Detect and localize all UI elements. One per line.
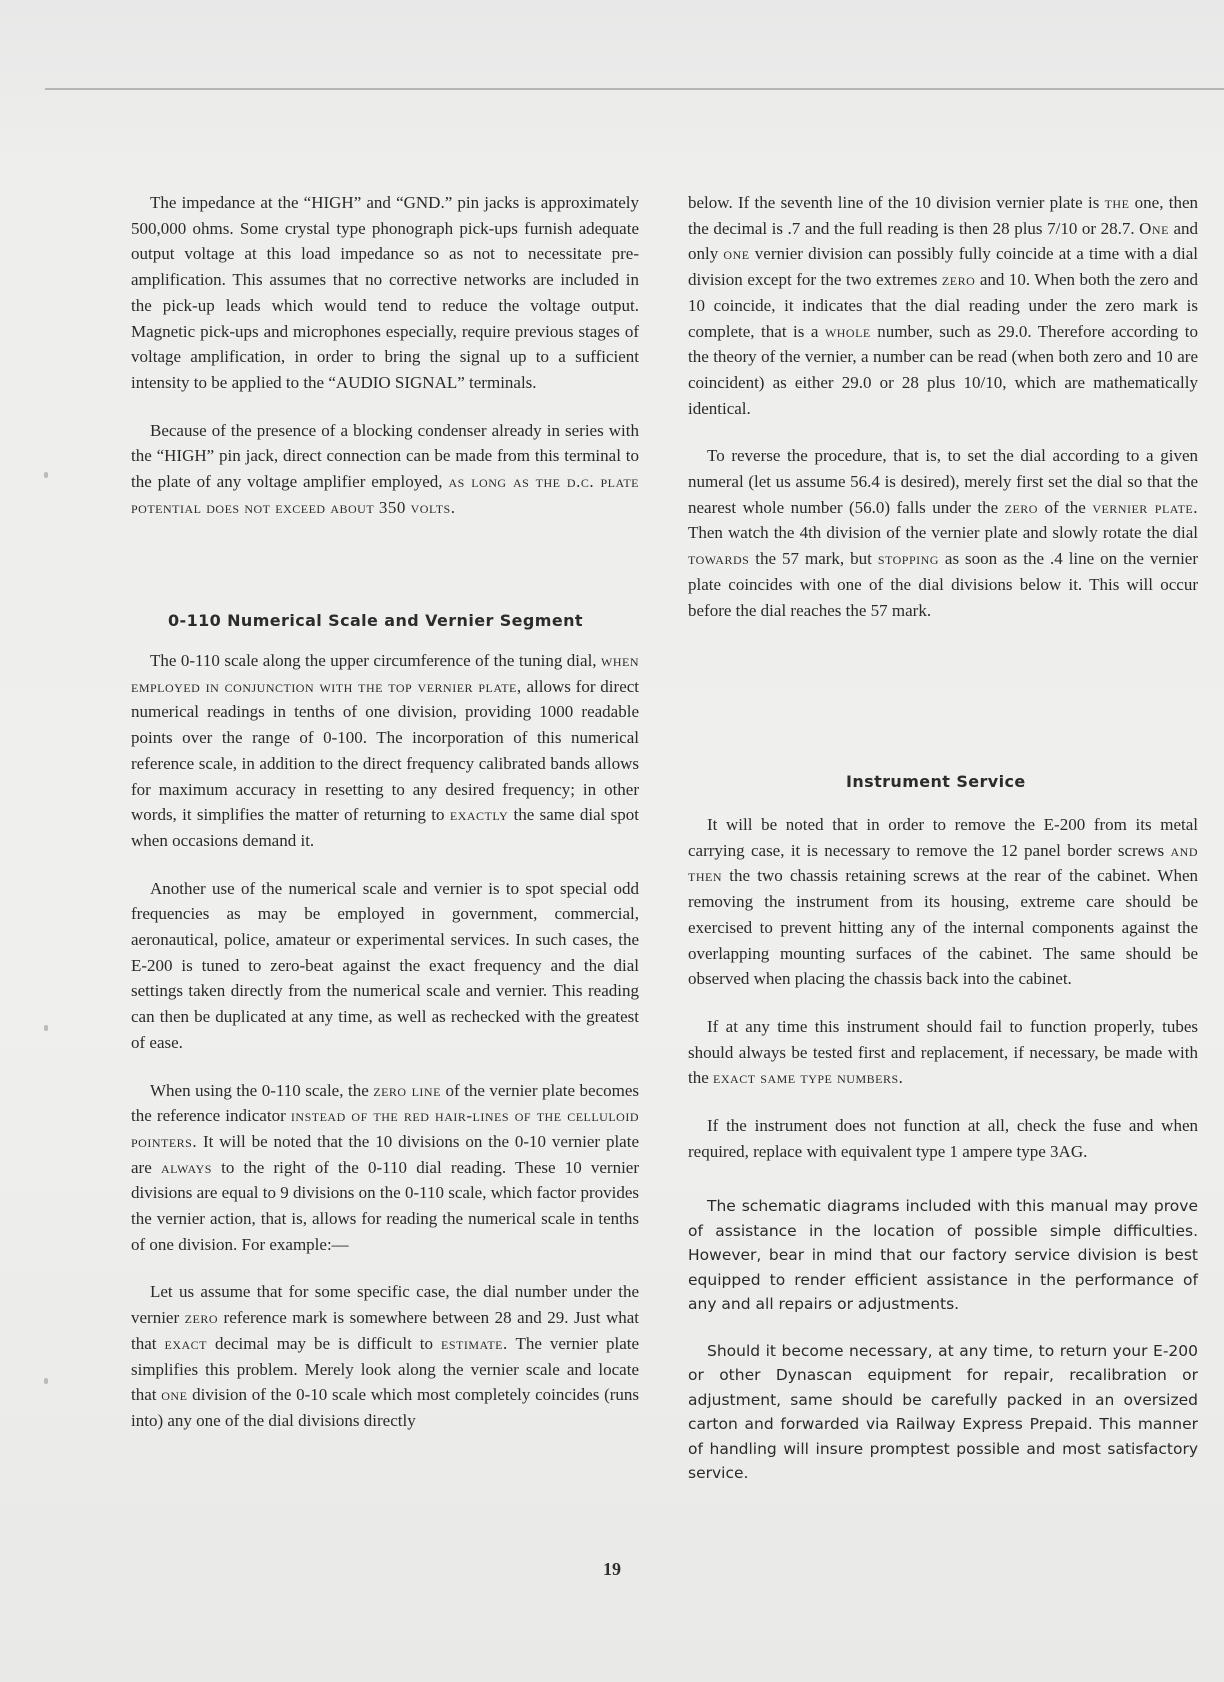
heading-numerical-scale: 0-110 Numerical Scale and Vernier Segment <box>168 611 583 630</box>
right-column <box>688 190 1198 645</box>
paragraph-remove-case: It will be noted that in order to remove the E-200 from its metal carrying case, it is necessary to remove the 12 panel border screws and then the two chassis retaining screws at the rear of the cabinet. When removing the instrument from its housing, extreme care should be exercised to prevent hitting any of the internal components against the overlapping mounting surfaces of the cabinet. The same should be observed when placing the chassis back into the cabinet. <box>688 815 1199 989</box>
page-number: 19 <box>603 1559 621 1579</box>
heading-instrument-service: Instrument Service <box>846 772 1026 791</box>
paragraph-fuse: If the instrument does not function at all, check the fuse and when required, replace with equivalent type 1 ampere type 3AG. <box>688 1116 1198 1161</box>
margin-speck <box>44 472 48 478</box>
right-column-lower <box>688 812 1198 1508</box>
paragraph-tubes: If at any time this instrument should fail to function properly, tubes should always be tested first and replacement, if necessary, be made with the exact same type numbers. <box>688 1016 1198 1088</box>
paragraph-reverse-procedure: To reverse the procedure, that is, to set the dial according to a given numeral (let us assume 56.4 is desired), merely first set the dial so that the nearest whole number (56.0) falls under the zero of the vernier plate. Then watch the 4th division of the vernier plate and slowly rotate the dial towards the 57 mark, but stopping as soon as the .4 line on the vernier plate coincides with one of the dial divisions below it. This will occur before the dial reaches the 57 mark. <box>688 446 1199 620</box>
top-rule <box>45 88 1224 90</box>
paragraph-example: Let us assume that for some specific case, the dial number under the vernier zero reference mark is somewhere between 28 and 29. Just what that exact decimal may be is difficult to estimate. The vernier plate simplifies this problem. Merely look along the vernier scale and locate that one division of the 0-10 scale which most completely coincides (runs into) any one of the dial divisions directly <box>131 1282 640 1430</box>
left-column-lower <box>131 648 639 1456</box>
margin-speck <box>44 1378 48 1384</box>
paragraph-zero-line: When using the 0-110 scale, the zero line of the vernier plate becomes the reference indicator instead of the red hair-lines of the celluloid pointers. It will be noted that the 10 divisions on the 0-10 vernier plate are always to the right of the 0-110 dial reading. These 10 vernier divisions are equal to 9 divisions on the 0-110 scale, which factor provides the vernier action, that is, allows for reading the numerical scale in tenths of one division. For example:— <box>131 1080 640 1254</box>
paragraph-blocking-condenser: Because of the presence of a blocking condenser already in series with the “HIGH” pin jack, direct connection can be made from this terminal to the plate of any voltage amplifier employed, as long as the d.c. plate potential does not exceed about 350 volts. <box>131 420 639 517</box>
paragraph-schematic: The schematic diagrams included with this manual may prove of assistance in the location of possible simple difficulties. However, bear in mind that our factory service division is best equipped to render efficient assistance in the performance of any and all repairs or adjustments. <box>688 1197 1198 1314</box>
paragraph-odd-frequencies: Another use of the numerical scale and vernier is to spot special odd frequencies as may be employed in government, commercial, aeronautical, police, amateur or experimental services. In such cases, the E-200 is tuned to zero-beat against the exact frequency and the dial settings taken directly from the numerical scale and vernier. This reading can then be duplicated at any time, as well as rechecked with the greatest of ease. <box>131 878 639 1052</box>
paragraph-return-service: Should it become necessary, at any time, to return your E-200 or other Dynascan equipment for repair, recalibration or adjustment, same should be carefully packed in an oversized carton and forwarded via Railway Express Prepaid. This manner of handling will insure promptest possible and most satisfactory service. <box>688 1341 1198 1483</box>
left-column <box>131 190 639 520</box>
margin-speck <box>44 1025 48 1031</box>
paragraph-impedance: The impedance at the “HIGH” and “GND.” pin jacks is approximately 500,000 ohms. Some crystal type phonograph pick-ups furnish adequate output voltage at this load impedance so as not to necessitate pre-amplification. This assumes that no corrective networks are included in the pick-up leads which would tend to reduce the voltage output. Magnetic pick-ups and microphones especially, require previous stages of voltage amplification, in order to bring the signal up to a sufficient intensity to be applied to the “AUDIO SIGNAL” terminals. <box>131 193 639 392</box>
paragraph-vernier-continued: below. If the seventh line of the 10 division vernier plate is the one, then the decimal is .7 and the full reading is then 28 plus 7/10 or 28.7. One and only one vernier division can possibly fully coincide at a time with a dial division except for the two extremes zero and 10. When both the zero and 10 coincide, it indicates that the dial reading under the zero mark is complete, that is a whole number, such as 29.0. Therefore according to the theory of the vernier, a number can be read (when both zero and 10 are coincident) as either 29.0 or 28 plus 10/10, which are mathematically identical. <box>688 193 1199 418</box>
paragraph-scale-description: The 0-110 scale along the upper circumference of the tuning dial, when employed in conjunction with the top vernier plate, allows for direct numerical readings in tenths of one division, providing 1000 readable points over the range of 0-100. The incorporation of this numerical reference scale, in addition to the direct frequency calibrated bands allows for maximum accuracy in resetting to any desired frequency; in other words, it simplifies the matter of returning to exactly the same dial spot when occasions demand it. <box>131 651 640 850</box>
